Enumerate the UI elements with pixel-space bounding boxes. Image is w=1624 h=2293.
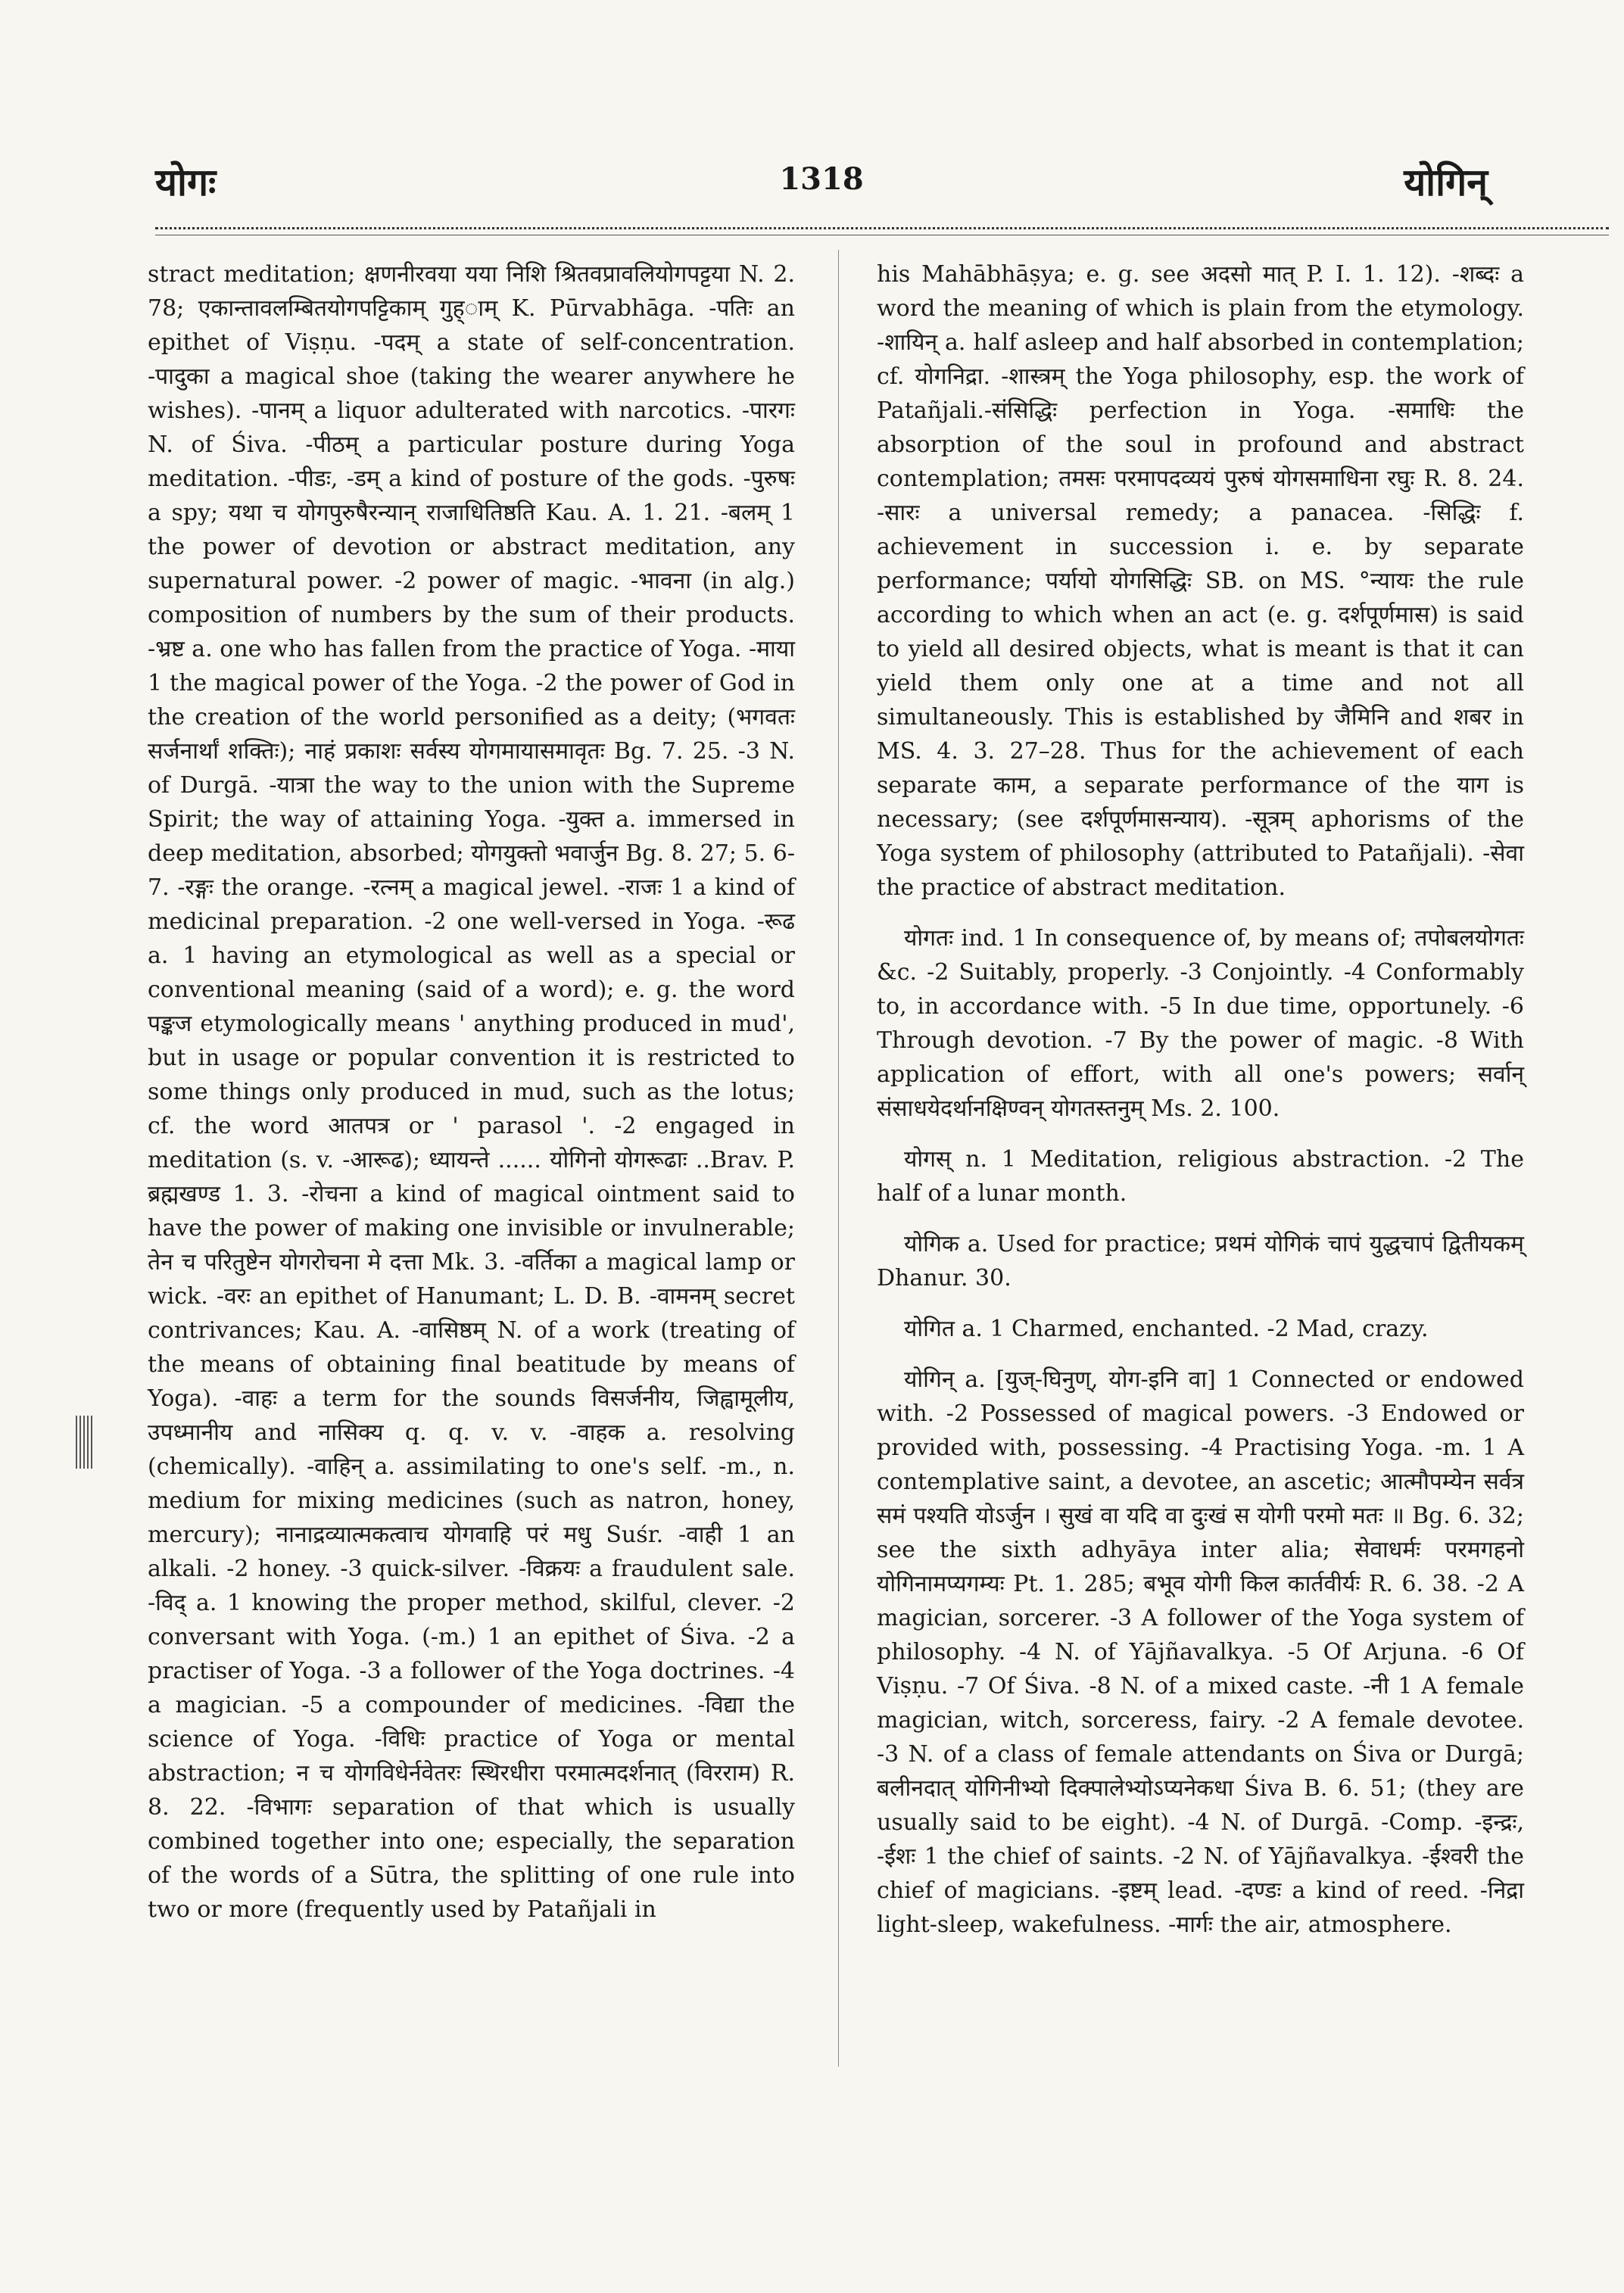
entry-yogin: योगिन् a. [युज्-घिनुण्, योग-इनि वा] 1 Connected or endowed with. -2 Possessed of magical powers. -3 Endowed or provided with, possessing. -4 Practising Yoga. -m. 1 A contemplative saint, a devotee, an ascetic; आत्मौपम्येन सर्वत्र समं पश्यति योऽर्जुन । सुखं वा यदि वा दुःखं स योगी परमो मतः ॥ Bg. 6. 32; see the sixth adhyāya inter alia; सेवाधर्मः परमगहनो योगिनामप्यगम्यः Pt. 1. 285; बभूव योगी किल कार्तवीर्यः R. 6. 38. -2 A magician, sorcerer. -3 A follower of the Yoga system of philosophy. -4 N. of Yājñavalkya. -5 Of Arjuna. -6 Of Viṣṇu. -7 Of Śiva. -8 N. of a mixed caste. -नी 1 A female magician, witch, sorceress, fairy. -2 A female devotee. -3 N. of a class of female attendants on Śiva or Durgā; बलीनदात् योगिनीभ्यो दिक्पालेभ्योऽप्यनेकधा Śiva B. 6. 51; (they are usually said to be eight). -4 N. of Durgā. -Comp. -इन्द्रः, -ईशः 1 the chief of saints. -2 N. of Yājñavalkya. -ईश्वरी the chief of magicians. -इष्टम् lead. -दण्डः a kind of reed. -निद्रा light-sleep, wakefulness. -मार्गः the air, atmosphere. xyxy=(877,1366,1524,1938)
binding-marks xyxy=(76,1416,92,1469)
entry-text: his Mahābhāṣya; e. g. see अदसो मात् P. I. 1. 12). -शब्दः a word the meaning of which is plain from the etymology. -शायिन् a. half asleep and half absorbed in contemplation; cf. योगनिद्रा. -शास्त्रम् the Yoga philosophy, esp. the work of Patañjali.-संसिद्धिः perfection in Yoga. -समाधिः the absorption of the soul in profound and abstract contemplation; तमसः परमापदव्ययं पुरुषं योगसमाधिना रघुः R. 8. 24. -सारः a universal remedy; a panacea. -सिद्धिः f. achievement in succession i. e. by separate performance; पर्यायो योगसिद्धिः SB. on MS. °न्यायः the rule according to which when an act (e. g. दर्शपूर्णमास) is said to yield all desired objects, what is meant is that it can yield them only one at a time and not all simultaneously. This is established by जैमिनि and शबर in MS. 4. 3. 27–28. Thus for the achievement of each separate काम, a separate performance of the याग is necessary; (see दर्शपूर्णमासन्याय). -सूत्रम् aphorisms of the Yoga system of philosophy (attributed to Patañjali). -सेवा the practice of abstract meditation. xyxy=(877,261,1524,901)
entry-yogatah: योगतः ind. 1 In consequence of, by means of; तपोबलयोगतः &c. -2 Suitably, properly. -3 Conjointly. -4 Conformably to, in accordance with. -5 In due time, opportunely. -6 Through devotion. -7 By the power of magic. -8 With application of effort, with all one's powers; सर्वान् संसाधयेदर्थानक्षिण्वन् योगतस्तनुम् Ms. 2. 100. xyxy=(877,925,1524,1122)
page-number: 1318 xyxy=(779,161,864,197)
left-running-headword: योगः xyxy=(155,160,217,204)
right-running-headword: योगिन् xyxy=(1404,160,1488,204)
column-divider xyxy=(838,250,839,2067)
entry-yogita: योगित a. 1 Charmed, enchanted. -2 Mad, crazy. xyxy=(904,1316,1429,1342)
entry-yogika: योगिक a. Used for practice; प्रथमं योगिकं चापं युद्धचापं द्वितीयकम् Dhanur. 30. xyxy=(877,1231,1524,1291)
entry-yogas: योगस् n. 1 Meditation, religious abstraction. -2 The half of a lunar month. xyxy=(877,1146,1524,1207)
page-header xyxy=(155,155,1488,223)
left-column xyxy=(148,257,795,1943)
entry-text: stract meditation; क्षणनीरवया यया निशि श्रितवप्रावलियोगपट्टया N. 2. 78; एकान्तावलम्बितयोगपट्टिकाम् गुह्ाम् K. Pūrvabhāga. -पतिः an epithet of Viṣṇu. -पदम् a state of self-concentration. -पादुका a magical shoe (taking the wearer anywhere he wishes). -पानम् a liquor adulterated with narcotics. -पारगः N. of Śiva. -पीठम् a particular posture during Yoga meditation. -पीडः, -डम् a kind of posture of the gods. -पुरुषः a spy; यथा च योगपुरुषैरन्यान् राजाधितिष्ठति Kau. A. 1. 21. -बलम् 1 the power of devotion or abstract meditation, any supernatural power. -2 power of magic. -भावना (in alg.) composition of numbers by the sum of their products. -भ्रष्ट a. one who has fallen from the practice of Yoga. -माया 1 the magical power of the Yoga. -2 the power of God in the creation of the world personified as a deity; (भगवतः सर्जनार्थां शक्तिः); नाहं प्रकाशः सर्वस्य योगमायासमावृतः Bg. 7. 25. -3 N. of Durgā. -यात्रा the way to the union with the Supreme Spirit; the way of attaining Yoga. -युक्त a. immersed in deep meditation, absorbed; योगयुक्तो भवार्जुन Bg. 8. 27; 5. 6-7. -रङ्गः the orange. -रत्नम् a magical jewel. -राजः 1 a kind of medicinal preparation. -2 one well-versed in Yoga. -रूढ a. 1 having an etymological as well as a special or conventional meaning (said of a word); e. g. the word पङ्कज etymologically means ' anything produced in mud', but in usage or popular convention it is restricted to some things only produced in mud, such as the lotus; cf. the word आतपत्र or ' parasol '. -2 engaged in meditation (s. v. -आरूढ); ध्यायन्ते ...... योगिनो योगरूढाः ..Brav. P. ब्रह्मखण्ड 1. 3. -रोचना a kind of magical ointment said to have the power of making one invisible or invulnerable; तेन च परितुष्टेन योगरोचना मे दत्ता Mk. 3. -वर्तिका a magical lamp or wick. -वरः an epithet of Hanumant; L. D. B. -वामनम् secret contrivances; Kau. A. -वासिष्ठम् N. of a work (treating of the means of obtaining final beatitude by means of Yoga). -वाहः a term for the sounds विसर्जनीय, जिह्वामूलीय, उपध्मानीय and नासिक्य q. q. v. v. -वाहक a. resolving (chemically). -वाहिन् a. assimilating to one's self. -m., n. medium for mixing medicines (such as natron, honey, mercury); नानाद्रव्यात्मकत्वाच योगवाहि परं मधु Suśr. -वाही 1 an alkali. -2 honey. -3 quick-silver. -विक्रयः a fraudulent sale. -विद् a. 1 knowing the proper method, skilful, clever. -2 conversant with Yoga. (-m.) 1 an epithet of Śiva. -2 a practiser of Yoga. -3 a follower of the Yoga doctrines. -4 a magician. -5 a compounder of medicines. -विद्या the science of Yoga. -विधिः practice of Yoga or mental abstraction; न च योगविधेर्नवेतरः स्थिरधीरा परमात्मदर्शनात् (विरराम) R. 8. 22. -विभागः separation of that which is usually combined together into one; especially, the separation of the words of a Sūtra, the splitting of one rule into two or more (frequently used by Patañjali in xyxy=(148,261,795,1923)
header-rule-dotted xyxy=(155,227,1609,229)
right-column xyxy=(877,257,1524,1958)
